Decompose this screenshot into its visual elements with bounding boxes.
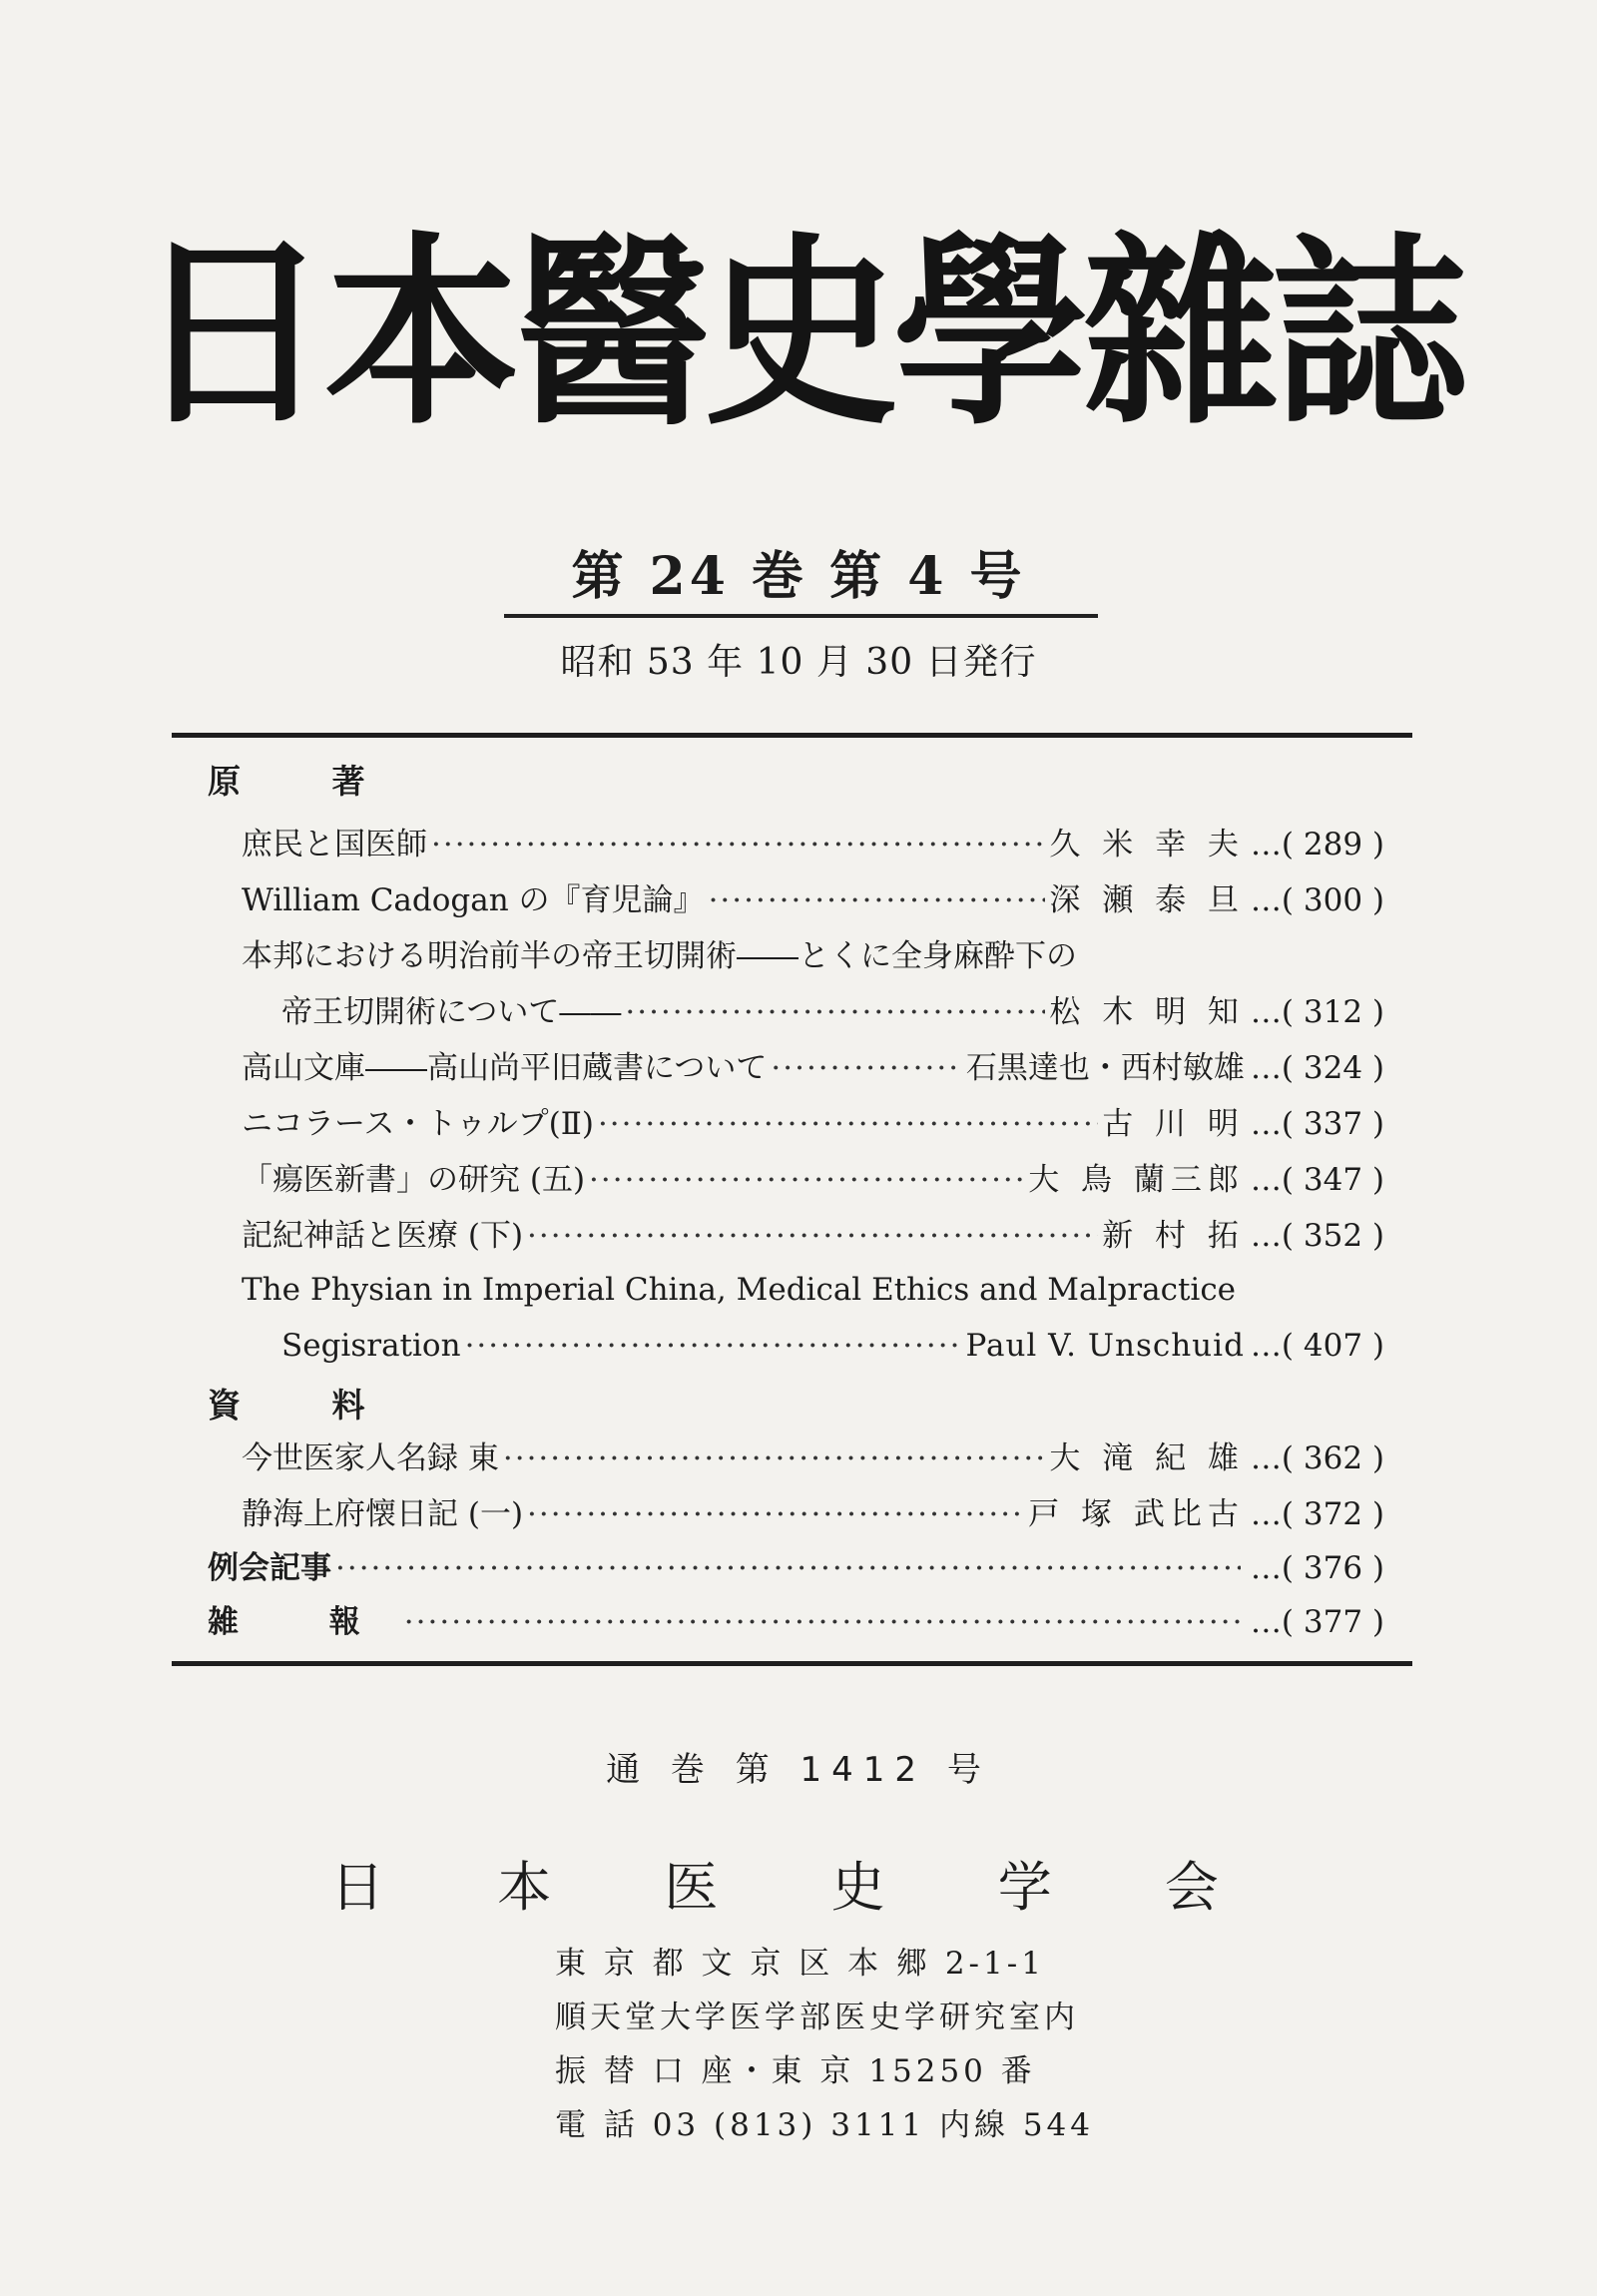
toc-entry[interactable] xyxy=(242,1488,1384,1540)
entry-title: ニコラース・トゥルプ(Ⅱ) xyxy=(242,1106,594,1142)
toc-entry[interactable] xyxy=(242,1042,1384,1094)
entry-page: …( 324 ) xyxy=(1250,1050,1384,1086)
entry-page: …( 289 ) xyxy=(1250,827,1384,862)
issue-rule xyxy=(504,614,1098,618)
toc-entry[interactable] xyxy=(242,819,1384,870)
entry-author: 石黒達也・西村敏雄 xyxy=(965,1050,1245,1086)
entry-author: 戸 塚 武比古 xyxy=(1028,1496,1245,1532)
leader-dots xyxy=(527,1210,1098,1262)
toc-top-rule xyxy=(172,733,1412,738)
address-line: 電 話 03 (813) 3111 内線 544 xyxy=(555,2107,1094,2143)
leader-dots xyxy=(709,874,1046,926)
entry-author: 松 木 明 知 xyxy=(1049,994,1245,1030)
toc-entry[interactable] xyxy=(208,1542,1384,1594)
entry-author: 久 米 幸 夫 xyxy=(1049,827,1245,862)
entry-author: 新 村 拓 xyxy=(1102,1218,1245,1254)
leader-dots xyxy=(598,1098,1098,1150)
entry-title: 庶民と国医師 xyxy=(242,827,427,862)
leader-dots xyxy=(335,1542,1241,1594)
issue-number: 第 24 巻 第 4 号 xyxy=(571,546,1026,607)
entry-title: 高山文庫――高山尚平旧蔵書について xyxy=(242,1050,768,1086)
entry-page: …( 312 ) xyxy=(1250,994,1384,1030)
entry-page: …( 372 ) xyxy=(1250,1496,1384,1532)
section-materials: 資 料 xyxy=(208,1386,405,1425)
entry-title: 記紀神話と医療 (下) xyxy=(242,1218,524,1254)
leader-dots xyxy=(771,1042,962,1094)
toc-entry[interactable] xyxy=(242,874,1384,926)
section-original: 原 著 xyxy=(208,762,405,801)
entry-page: …( 347 ) xyxy=(1250,1162,1384,1198)
entry-title-continuation: 帝王切開術について―― xyxy=(281,994,622,1030)
entry-title[interactable]: The Physian in Imperial China, Medical Ethics and Malpractice xyxy=(242,1272,1237,1308)
toc-entry[interactable] xyxy=(208,1596,1384,1648)
toc-bottom-rule xyxy=(172,1661,1412,1666)
address-line: 東 京 都 文 京 区 本 郷 2-1-1 xyxy=(555,1946,1045,1982)
entry-page: …( 352 ) xyxy=(1250,1218,1384,1254)
toc-entry[interactable] xyxy=(242,1210,1384,1262)
leader-dots xyxy=(625,986,1045,1038)
entry-title: 例会記事 xyxy=(208,1550,331,1586)
entry-author: 古 川 明 xyxy=(1102,1106,1245,1142)
address-line: 順天堂大学医学部医史学研究室内 xyxy=(555,2000,1079,2035)
address-line: 振 替 口 座・東 京 15250 番 xyxy=(555,2053,1036,2089)
toc-entry[interactable] xyxy=(242,1154,1384,1206)
journal-title: 日本醫史學雜誌 xyxy=(134,216,1462,453)
toc-entry[interactable] xyxy=(281,986,1384,1038)
leader-dots xyxy=(404,1596,1241,1648)
leader-dots xyxy=(527,1488,1024,1540)
entry-page: …( 337 ) xyxy=(1250,1106,1384,1142)
toc-entry[interactable] xyxy=(242,1433,1384,1484)
entry-page: …( 362 ) xyxy=(1250,1440,1384,1476)
entry-title: 今世医家人名録 東 xyxy=(242,1440,499,1476)
society-name: 日 本 医 史 学 会 xyxy=(330,1856,1267,1919)
toc-entry[interactable] xyxy=(281,1320,1384,1372)
total-volume-number: 通 巻 第 1412 号 xyxy=(606,1750,991,1790)
entry-author: 大 滝 紀 雄 xyxy=(1049,1440,1245,1476)
entry-page: …( 376 ) xyxy=(1250,1550,1384,1586)
entry-title: William Cadogan の『育児論』 xyxy=(242,882,705,918)
entry-title: 静海上府懐日記 (一) xyxy=(242,1496,524,1532)
entry-author: 大 鳥 蘭三郎 xyxy=(1028,1162,1245,1198)
publication-date: 昭和 53 年 10 月 30 日発行 xyxy=(560,642,1037,683)
leader-dots xyxy=(465,1320,962,1372)
entry-title: 雑 報 xyxy=(208,1604,400,1640)
entry-author: 深 瀬 泰 旦 xyxy=(1049,882,1245,918)
entry-title: 「瘍医新書」の研究 (五) xyxy=(242,1162,586,1198)
entry-page: …( 377 ) xyxy=(1250,1604,1384,1640)
toc-entry[interactable] xyxy=(242,1098,1384,1150)
entry-title[interactable]: 本邦における明治前半の帝王切開術――とくに全身麻酔下の xyxy=(242,938,1077,974)
entry-page: …( 407 ) xyxy=(1250,1328,1384,1364)
leader-dots xyxy=(503,1433,1046,1484)
entry-page: …( 300 ) xyxy=(1250,882,1384,918)
entry-author: Paul V. Unschuid xyxy=(965,1328,1245,1364)
leader-dots xyxy=(431,819,1045,870)
entry-title-continuation: Segisration xyxy=(281,1328,461,1364)
leader-dots xyxy=(589,1154,1024,1206)
